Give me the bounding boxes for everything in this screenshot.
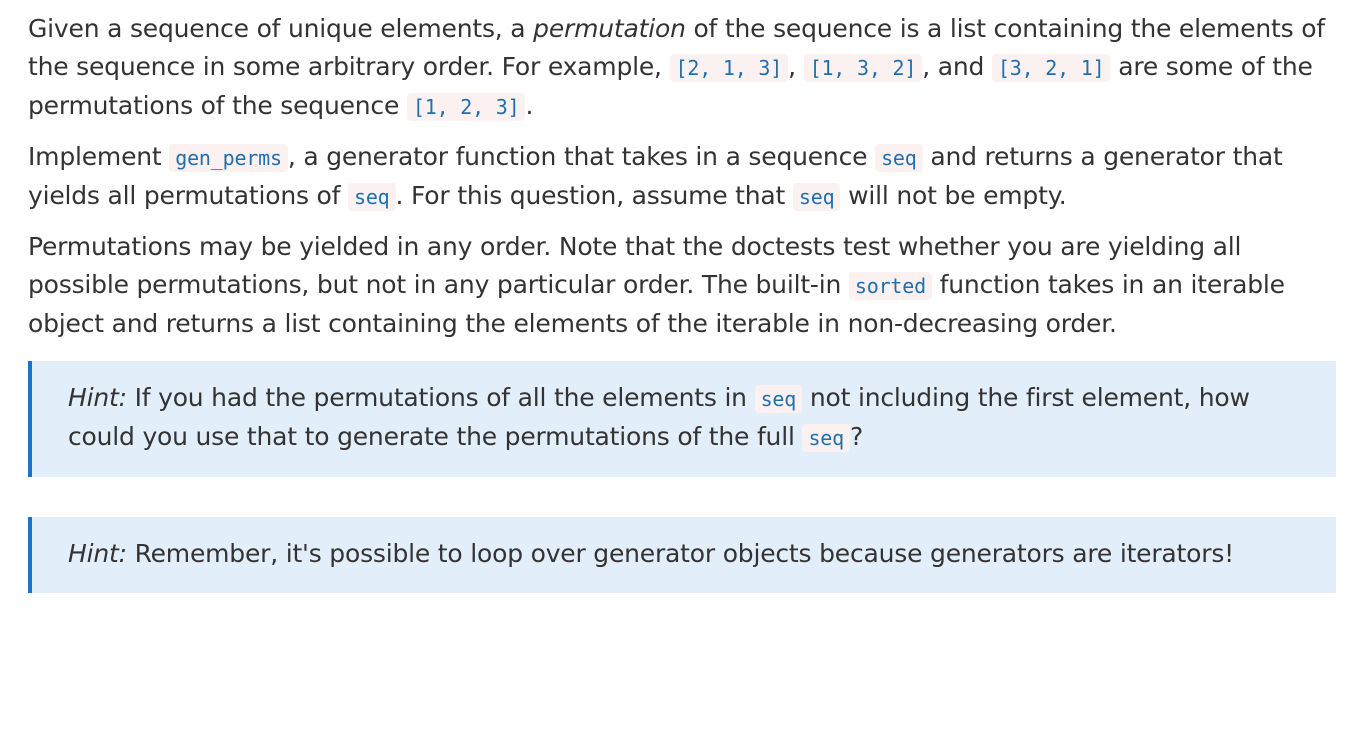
- code-example-3: [3, 2, 1]: [992, 54, 1111, 82]
- hint-text-1: Hint: If you had the permutations of all the elements in seq not including the first element, how could you use that to generate the permutations of the full seq ?: [68, 383, 1250, 451]
- paragraph-ordering: Permutations may be yielded in any order. Note that the doctests test whether you are yielding all possible permutations, but not in any particular order. The built-in sorted function takes in an iterable object and returns a list containing the elements of the iterable in non-decreasing order.: [28, 232, 1285, 338]
- hint-box-1: [28, 361, 1336, 477]
- code-sequence: [1, 2, 3]: [407, 93, 526, 121]
- code-seq: seq: [793, 183, 841, 211]
- paragraph-implement: Implement gen_perms , a generator function that takes in a sequence seq and returns a generator that yields all permutations of seq . For this question, assume that seq will not be empty.: [28, 142, 1283, 210]
- hint-text-2: Hint: Remember, it's possible to loop over generator objects because generators are iterators!: [68, 539, 1234, 568]
- code-seq: seq: [755, 385, 803, 413]
- code-seq: seq: [802, 424, 850, 452]
- hint-label: Hint:: [68, 383, 127, 412]
- code-example-1: [2, 1, 3]: [670, 54, 789, 82]
- hint-label: Hint:: [68, 539, 127, 568]
- code-seq: seq: [875, 144, 923, 172]
- code-seq: seq: [348, 183, 396, 211]
- code-sorted: sorted: [849, 272, 932, 300]
- code-example-2: [1, 3, 2]: [804, 54, 923, 82]
- hint-box-2: [28, 517, 1336, 593]
- term-permutation: permutation: [533, 14, 686, 43]
- document-body: [28, 10, 1336, 633]
- code-gen-perms: gen_perms: [169, 144, 288, 172]
- paragraph-permutation-definition: Given a sequence of unique elements, a permutation of the sequence is a list containing the elements of the sequence in some arbitrary order. For example, [2, 1, 3] , [1, 3, 2] , and [3, 2, 1] are some of the permutations of the sequence [1, 2, 3] .: [28, 14, 1325, 120]
